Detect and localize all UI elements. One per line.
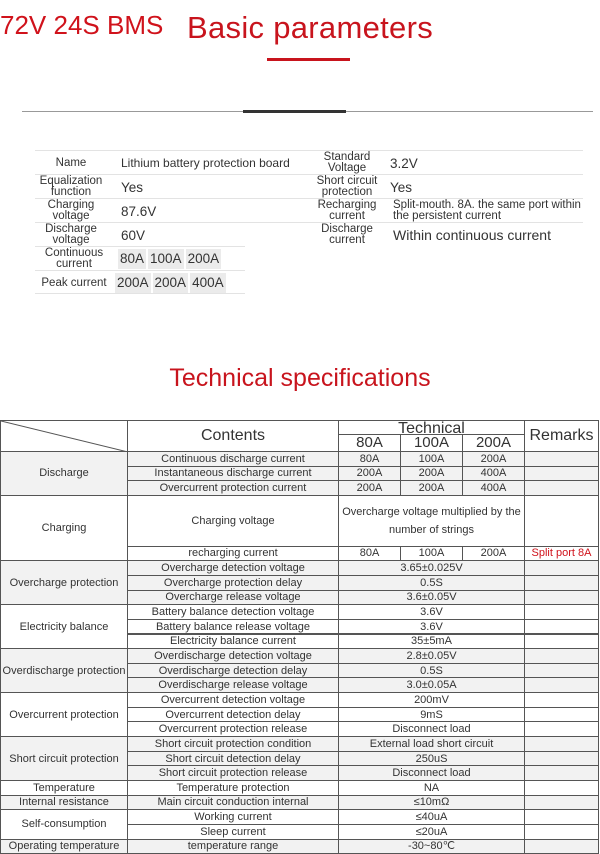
current-chip: 200A bbox=[153, 273, 189, 293]
remark-cell bbox=[524, 839, 599, 854]
remark-cell bbox=[524, 677, 599, 693]
spec-item-cell: Short circuit protection release bbox=[127, 765, 339, 781]
spec-value-cell: 200A bbox=[400, 466, 463, 482]
param-value: Yes bbox=[390, 179, 413, 195]
technical-column-header: 100A bbox=[400, 434, 463, 452]
remark-cell bbox=[524, 751, 599, 767]
param-value: Split-mouth. 8A. the same port within the persistent current bbox=[393, 199, 581, 222]
remark-cell bbox=[524, 765, 599, 781]
param-value: 87.6V bbox=[121, 203, 157, 219]
spec-value-merged-cell: ≤10mΩ bbox=[338, 795, 525, 811]
spec-item-cell: Overdischarge detection delay bbox=[127, 663, 339, 679]
spec-value-merged-cell: 3.6±0.05V bbox=[338, 590, 525, 606]
current-chip: 200A bbox=[186, 249, 222, 269]
category-cell: Overdischarge protection bbox=[0, 648, 128, 693]
spec-item-cell: Overcharge protection delay bbox=[127, 575, 339, 591]
category-cell: Electricity balance bbox=[0, 604, 128, 649]
category-cell: Operating temperature bbox=[0, 839, 128, 854]
remark-cell bbox=[524, 824, 599, 840]
remark-cell: Split port 8A bbox=[524, 546, 599, 562]
current-chips bbox=[118, 247, 248, 271]
spec-item-cell: temperature range bbox=[127, 839, 339, 854]
spec-value-merged-cell: Disconnect load bbox=[338, 721, 525, 737]
remark-cell bbox=[524, 451, 599, 467]
param-label: Short circuit protection bbox=[316, 175, 378, 198]
remark-cell bbox=[524, 466, 599, 482]
remark-cell bbox=[524, 736, 599, 752]
model-heading: 72V 24S BMS bbox=[0, 10, 164, 40]
spec-value-cell: 80A bbox=[338, 451, 401, 467]
technical-specifications-title: Technical specifications bbox=[169, 364, 431, 392]
spec-item-cell: Short circuit protection condition bbox=[127, 736, 339, 752]
remark-cell bbox=[524, 495, 599, 547]
spec-value-merged-cell: 9mS bbox=[338, 707, 525, 723]
spec-value-merged-cell: 35±5mA bbox=[338, 634, 525, 650]
remark-cell bbox=[524, 604, 599, 620]
param-label: Name bbox=[55, 156, 87, 169]
spec-value-merged-cell: 0.5S bbox=[338, 575, 525, 591]
spec-item-cell: Overdischarge release voltage bbox=[127, 677, 339, 693]
spec-value-cell: 200A bbox=[462, 546, 525, 562]
contents-header: Contents bbox=[127, 420, 339, 452]
param-value: 60V bbox=[121, 227, 146, 243]
spec-value-merged-cell: ≤40uA bbox=[338, 809, 525, 825]
remark-cell bbox=[524, 648, 599, 664]
category-cell: Overcharge protection bbox=[0, 560, 128, 605]
param-value: Yes bbox=[121, 179, 144, 195]
spec-item-cell: Electricity balance current bbox=[127, 634, 339, 650]
spec-value-cell: 200A bbox=[400, 480, 463, 496]
spec-value-cell: 200A bbox=[338, 480, 401, 496]
spec-value-cell: 100A bbox=[400, 451, 463, 467]
param-label: Recharging current bbox=[317, 199, 377, 222]
spec-value-cell: 100A bbox=[400, 546, 463, 562]
spec-item-cell: recharging current bbox=[127, 546, 339, 562]
spec-item-cell: Overcurrent detection voltage bbox=[127, 692, 339, 708]
spec-item-cell: Battery balance release voltage bbox=[127, 619, 339, 635]
remark-cell bbox=[524, 707, 599, 723]
param-label: Continuous current bbox=[44, 247, 104, 270]
category-cell: Self-consumption bbox=[0, 809, 128, 839]
basic-row bbox=[35, 198, 583, 222]
category-cell: Discharge bbox=[0, 451, 128, 496]
param-value: 3.2V bbox=[390, 155, 418, 171]
param-label: Equalization function bbox=[39, 175, 103, 198]
technical-column-header: 80A bbox=[338, 434, 401, 452]
param-label: Charging voltage bbox=[47, 199, 95, 222]
header-corner-cell bbox=[0, 420, 128, 452]
basic-row bbox=[35, 270, 245, 294]
title-underline bbox=[267, 58, 350, 61]
category-cell: Charging bbox=[0, 495, 128, 561]
spec-item-cell: Battery balance detection voltage bbox=[127, 604, 339, 620]
remark-cell bbox=[524, 619, 599, 635]
param-label: Peak current bbox=[41, 276, 107, 289]
spec-item-cell: Overdischarge detection voltage bbox=[127, 648, 339, 664]
category-cell: Short circuit protection bbox=[0, 736, 128, 781]
current-chips bbox=[115, 271, 245, 295]
remarks-header: Remarks bbox=[524, 420, 599, 452]
basic-row bbox=[35, 246, 245, 270]
spec-item-cell: Short circuit detection delay bbox=[127, 751, 339, 767]
divider-accent bbox=[243, 110, 346, 113]
remark-cell bbox=[524, 809, 599, 825]
current-chip: 100A bbox=[148, 249, 184, 269]
spec-value-merged-cell: NA bbox=[338, 780, 525, 796]
spec-item-cell: Overcurrent protection release bbox=[127, 721, 339, 737]
param-label: Discharge voltage bbox=[45, 223, 97, 246]
spec-value-merged-cell: 0.5S bbox=[338, 663, 525, 679]
remark-cell bbox=[524, 721, 599, 737]
spec-item-cell: Overcurrent detection delay bbox=[127, 707, 339, 723]
remark-cell bbox=[524, 590, 599, 606]
spec-value-merged-cell: 3.6V bbox=[338, 619, 525, 635]
spec-value-merged-cell: External load short circuit bbox=[338, 736, 525, 752]
basic-parameters-title: Basic parameters bbox=[187, 10, 434, 45]
spec-item-cell: Working current bbox=[127, 809, 339, 825]
category-cell: Overcurrent protection bbox=[0, 692, 128, 737]
spec-value-merged-cell: 250uS bbox=[338, 751, 525, 767]
current-chip: 80A bbox=[118, 249, 146, 269]
param-value: Lithium battery protection board bbox=[121, 156, 290, 170]
remark-cell bbox=[524, 692, 599, 708]
remark-cell bbox=[524, 480, 599, 496]
spec-value-merged-cell: Disconnect load bbox=[338, 765, 525, 781]
spec-item-cell: Main circuit conduction internal bbox=[127, 795, 339, 811]
current-chip: 400A bbox=[190, 273, 226, 293]
remark-cell bbox=[524, 663, 599, 679]
spec-value-cell: 400A bbox=[462, 480, 525, 496]
remark-cell bbox=[524, 634, 599, 650]
spec-item-cell: Instantaneous discharge current bbox=[127, 466, 339, 482]
spec-item-cell: Overcurrent protection current bbox=[127, 480, 339, 496]
spec-value-cell: 400A bbox=[462, 466, 525, 482]
basic-parameters-table bbox=[35, 150, 583, 296]
param-label: Standard Voltage bbox=[323, 151, 371, 174]
spec-value-merged-cell: 3.65±0.025V bbox=[338, 560, 525, 576]
remark-cell bbox=[524, 780, 599, 796]
spec-value-merged-cell: 3.6V bbox=[338, 604, 525, 620]
spec-value-merged-cell: Overcharge voltage multiplied by the number of strings bbox=[338, 495, 525, 547]
category-cell: Internal resistance bbox=[0, 795, 128, 811]
param-label: Discharge current bbox=[321, 223, 373, 246]
remark-cell bbox=[524, 795, 599, 811]
basic-row bbox=[35, 150, 583, 174]
spec-item-cell: Charging voltage bbox=[127, 495, 339, 547]
technical-header: Technical bbox=[338, 420, 525, 435]
technical-column-header: 200A bbox=[462, 434, 525, 452]
remark-cell bbox=[524, 560, 599, 576]
spec-item-cell: Temperature protection bbox=[127, 780, 339, 796]
spec-value-cell: 80A bbox=[338, 546, 401, 562]
spec-value-cell: 200A bbox=[338, 466, 401, 482]
spec-value-cell: 200A bbox=[462, 451, 525, 467]
spec-item-cell: Continuous discharge current bbox=[127, 451, 339, 467]
spec-item-cell: Overcharge detection voltage bbox=[127, 560, 339, 576]
param-value: Within continuous current bbox=[393, 227, 551, 243]
spec-item-cell: Overcharge release voltage bbox=[127, 590, 339, 606]
spec-item-cell: Sleep current bbox=[127, 824, 339, 840]
category-cell: Temperature bbox=[0, 780, 128, 796]
spec-value-merged-cell: ≤20uA bbox=[338, 824, 525, 840]
basic-row bbox=[35, 222, 583, 246]
spec-value-merged-cell: 3.0±0.05A bbox=[338, 677, 525, 693]
spec-value-merged-cell: 2.8±0.05V bbox=[338, 648, 525, 664]
remark-cell bbox=[524, 575, 599, 591]
spec-value-merged-cell: 200mV bbox=[338, 692, 525, 708]
spec-value-merged-cell: -30~80℃ bbox=[338, 839, 525, 854]
current-chip: 200A bbox=[115, 273, 151, 293]
basic-row bbox=[35, 174, 583, 198]
